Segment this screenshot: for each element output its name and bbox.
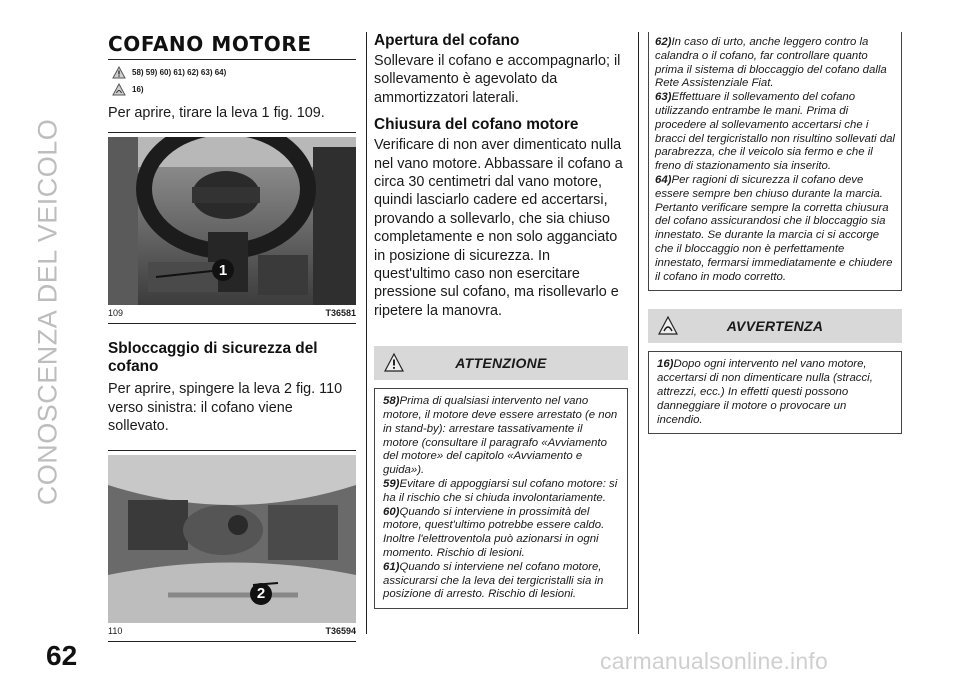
warning-item: 64)Per ragioni di sicurezza il cofano deve essere sempre ben chiuso durante la marcia. Pertanto verificare sempre la corretta chiusura del cofano assicurandosi che il bloccaggio sia innestato. Se durante la marcia ci si accorge che il bloccaggio non è perfettamente innestato, fermarsi immediatamente e chiudere il cofano in modo corretto. xyxy=(655,173,893,283)
engine-bay-illustration xyxy=(108,455,356,623)
callout-lever-2: 2 xyxy=(250,583,272,605)
safety-release-text: Per aprire, spingere la leva 2 fig. 110 verso sinistra: il cofano viene sollevato. xyxy=(108,381,343,435)
column-2 xyxy=(374,32,628,609)
warning-item: 61)Quando si interviene nel cofano motore, assicurarsi che la leva dei tergicristalli sia in posizione di arresto. Rischio di lesioni. xyxy=(383,560,604,601)
warning-triangle-icon xyxy=(384,353,404,372)
figure-110 xyxy=(108,450,356,642)
caution-triangle-icon xyxy=(112,83,126,96)
warning-refs xyxy=(112,66,356,79)
caution-triangle-icon xyxy=(658,316,678,335)
figure-109 xyxy=(108,132,356,324)
column-3 xyxy=(648,32,902,434)
warning-title: ATTENZIONE xyxy=(455,355,547,372)
warning-item: 60)Quando si interviene in prossimità del motore, quest'ultimo potrebbe essere caldo. Inoltre l'elettroventola può azionarsi in ogni momento. Rischio di lesioni. xyxy=(383,505,605,560)
caution-refs xyxy=(112,83,356,96)
warning-item: 58)Prima di qualsiasi intervento nel vano motore, il motore deve essere arrestato (e non in stand-by): arrestare tassativamente il motore (consultare il paragrafo «Avviamento del motore» del capitolo «Avviamento e guida»). xyxy=(383,395,618,477)
warning-item: 62)In caso di urto, anche leggero contro la calandra o il cofano, far controllare quanto prima il sistema di bloccaggio del cofano dalla Rete Assistenziale Fiat. xyxy=(655,36,887,90)
warning-body xyxy=(374,388,628,609)
callout-lever-1: 1 xyxy=(212,259,234,281)
caution-body xyxy=(648,351,902,434)
warning-continued-box xyxy=(648,32,902,291)
caution-header xyxy=(648,309,902,343)
section-title: COFANO MOTORE xyxy=(108,32,356,60)
warning-item: 63)Effettuare il sollevamento del cofano utilizzando entrambe le mani. Prima di procedere al sollevamento accertarsi che i bracci del tergicristallo non risultino sollevati dal parabrezza, che il veicolo sia fermo e che il freno di stazionamento sia inserito. xyxy=(655,91,895,173)
subsection-title: Sbloccaggio di sicurezza del cofano xyxy=(108,340,318,376)
intro-text: Per aprire, tirare la leva 1 fig. 109. xyxy=(108,105,325,121)
opening-title: Apertura del cofano xyxy=(374,32,520,49)
warning-item: 59)Evitare di appoggiarsi sul cofano motore: si ha il rischio che si chiuda involontariamente. xyxy=(383,478,618,504)
caution-item: 16)Dopo ogni intervento nel vano motore, accertarsi di non dimenticare nulla (stracci, attrezzi, ecc.) In effetti questi possono danneggiare il motore o provocare un incendio. xyxy=(657,358,873,426)
chapter-title: CONOSCENZA DEL VEICOLO xyxy=(32,118,63,506)
warning-triangle-icon xyxy=(112,66,126,79)
figure-caption xyxy=(108,305,356,324)
caution-title: AVVERTENZA xyxy=(726,318,824,335)
figure-code: T36594 xyxy=(325,625,356,636)
caution-box xyxy=(648,309,902,434)
closing-text: Verificare di non aver dimenticato nulla nel vano motore. Abbassare il cofano a circa 30 centimetri dal vano motore, quindi lasciarlo cadere ed accertarsi, provando a sollevarlo, che sia chiuso completamente e non solo agganciato in posizione di sicurezza. In quest'ultimo caso non esercitare pressione sul cofano, ma risollevarlo e ripetere la manovra. xyxy=(374,137,623,319)
warning-box xyxy=(374,346,628,609)
opening-text: Sollevare il cofano e accompagnarlo; il sollevamento è agevolato da ammortizzatori laterali. xyxy=(374,53,621,106)
figure-number: 109 xyxy=(108,308,124,319)
watermark: carmanualsonline.info xyxy=(600,648,828,674)
figure-caption xyxy=(108,623,356,642)
column-divider xyxy=(366,32,367,634)
engine-bay-photo xyxy=(108,455,356,623)
column-1 xyxy=(108,32,356,642)
column-divider xyxy=(638,32,639,634)
warning-refs-text: 58) 59) 60) 61) 62) 63) 64) xyxy=(132,68,227,77)
figure-number: 110 xyxy=(108,625,123,636)
caution-refs-text: 16) xyxy=(132,85,144,94)
steering-wheel-photo xyxy=(108,137,356,305)
steering-wheel-illustration xyxy=(108,137,356,305)
page-number: 62 xyxy=(46,640,78,671)
figure-code: T36581 xyxy=(325,308,356,319)
warning-header xyxy=(374,346,628,380)
closing-title: Chiusura del cofano motore xyxy=(374,116,579,134)
